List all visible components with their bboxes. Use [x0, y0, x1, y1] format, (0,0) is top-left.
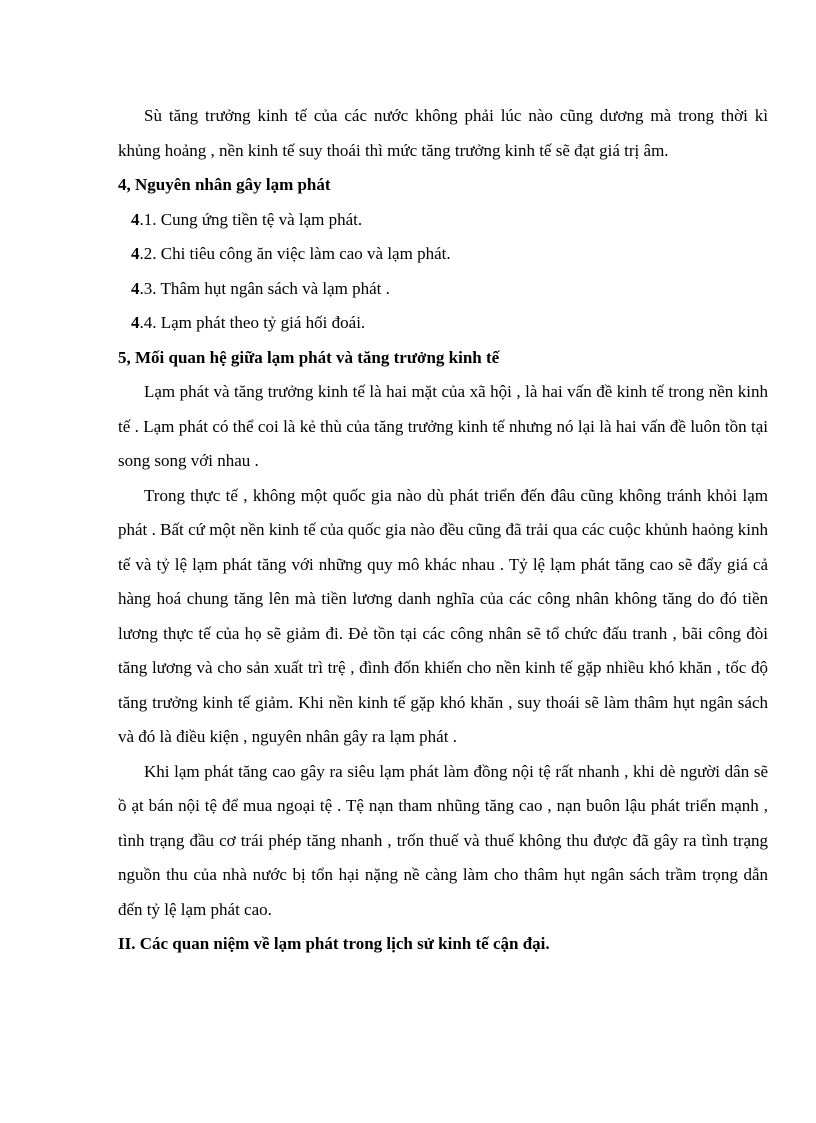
- item-text: .1. Cung ứng tiền tệ và lạm phát.: [139, 209, 363, 229]
- paragraph-reality: Trong thực tế , không một quốc gia nào dù phát triển đến đâu cũng không tránh khỏi lạm phát . Bất cứ một nền kinh tế của quốc gia nào đều cũng đã trải qua các cuộc khủnh haỏng kinh tế và tỷ lệ lạm phát tăng với những quy mô khác nhau . Tỷ lệ lạm phát tăng cao sẽ đẩy giá cả hàng hoá chung tăng lên mà tiền lương danh nghĩa của các công nhân không tăng do đó tiền lương thực tế của họ sẽ giảm đi. Đẻ tồn tại các công nhân sẽ tổ chức đấu tranh , bãi công đòi tăng lương và cho sản xuất trì trệ , đình đốn khiến cho nền kinh tế gặp nhiều khó khăn , tốc độ tăng trưởng kinh tế giảm. Khi nền kinh tế gặp khó khăn , suy thoái sẽ làm thâm hụt ngân sách và đó là điều kiện , nguyên nhân gây ra lạm phát .: [118, 485, 768, 746]
- item-text: .3. Thâm hụt ngân sách và lạm phát .: [139, 278, 390, 298]
- paragraph-growth: Sù tăng trưởng kinh tế của các nước không phải lúc nào cũng dương mà trong thời kì khủng hoảng , nền kinh tế suy thoái thì mức tăng trưởng kinh tế sẽ đạt giá trị âm.: [118, 106, 768, 160]
- item-number: 4: [131, 209, 140, 229]
- item-number: 4: [131, 278, 140, 298]
- item-number: 4: [131, 313, 140, 332]
- list-item: [118, 272, 768, 307]
- heading-section-ii: II. Các quan niệm về lạm phát trong lịch sử kinh tế cận đại.: [118, 934, 550, 953]
- item-number: 4: [131, 244, 140, 263]
- document-body: [118, 99, 768, 962]
- paragraph-hyperinflation: Khi lạm phát tăng cao gây ra siêu lạm phát làm đồng nội tệ rất nhanh , khi dè người dân sẽ ồ ạt bán nội tệ để mua ngoại tệ . Tệ nạn tham nhũng tăng cao , nạn buôn lậu phát triển mạnh , tình trạng đầu cơ trái phép tăng nhanh , trốn thuế và thuế không thu được đã gây ra tình trạng nguồn thu của nhà nước bị tổn hại nặng nề càng làm cho thâm hụt ngân sách trầm trọng dẫn đến tỷ lệ lạm phát cao.: [118, 761, 768, 919]
- paragraph-relation: Lạm phát và tăng trưởng kinh tế là hai mặt của xã hội , là hai vấn đề kinh tế trong nền kinh tế . Lạm phát có thể coi là kẻ thù của tăng trưởng kinh tế nhưng nó lại là hai vấn đề luôn tồn tại song song với nhau .: [118, 382, 768, 470]
- list-item: [118, 306, 768, 341]
- list-item: [118, 237, 768, 272]
- heading-relation: 5, Mối quan hệ giữa lạm phát và tăng trưởng kinh tế: [118, 347, 500, 367]
- list-item: [118, 203, 768, 238]
- item-text: .4. Lạm phát theo tỷ giá hối đoái.: [139, 313, 366, 332]
- heading-causes: 4, Nguyên nhân gây lạm phát: [118, 175, 331, 194]
- item-text: .2. Chi tiêu công ăn việc làm cao và lạm phát.: [139, 244, 451, 263]
